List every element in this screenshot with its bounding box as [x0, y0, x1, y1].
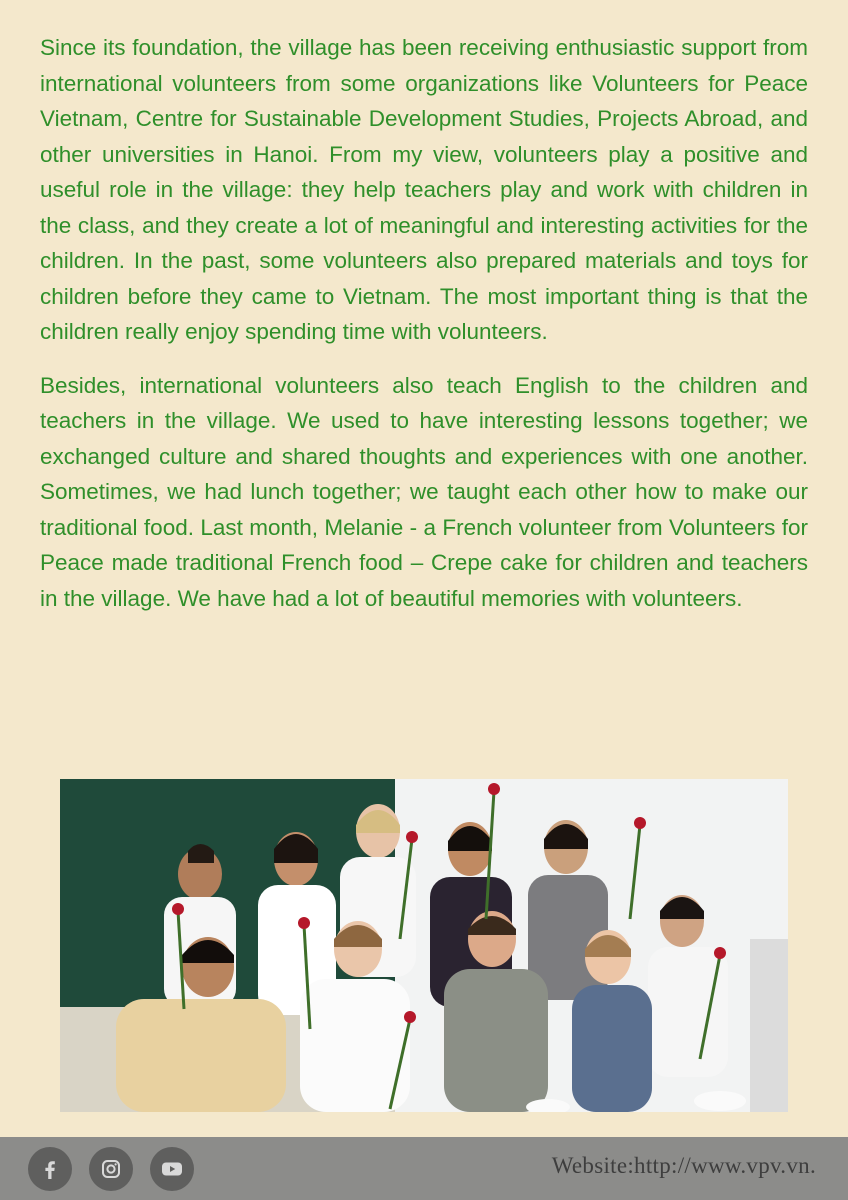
facebook-icon[interactable]	[28, 1147, 72, 1191]
website-link[interactable]: Website:http://www.vpv.vn.	[551, 1153, 816, 1178]
paragraph-2: Besides, international volunteers also teach English to the children and teachers in the village. We used to have interesting lessons together; we exchanged culture and shared thoughts and experiences with one another. Sometimes, we had lunch together; we taught each other how to make our traditional food. Last month, Melanie - a French volunteer from Volunteers for Peace made traditional French food – Crepe cake for children and teachers in the village. We have had a lot of beautiful memories with volunteers.	[40, 372, 808, 611]
footer-bar	[0, 1137, 848, 1200]
youtube-icon[interactable]	[150, 1147, 194, 1191]
group-photo	[60, 779, 788, 1112]
article-body	[40, 30, 808, 634]
instagram-icon[interactable]	[89, 1147, 133, 1191]
group-photo-illustration	[60, 779, 788, 1112]
paragraph-1: Since its foundation, the village has been receiving enthusiastic support from international volunteers from some organizations like Volunteers for Peace Vietnam, Centre for Sustainable Development Studies, Projects Abroad, and other universities in Hanoi. From my view, volunteers play a positive and useful role in the village: they help teachers play and work with children in the class, and they create a lot of meaningful and interesting activities for the children. In the past, some volunteers also prepared materials and toys for children before they came to Vietnam. The most important thing is that the children really enjoy spending time with volunteers.	[40, 35, 808, 344]
